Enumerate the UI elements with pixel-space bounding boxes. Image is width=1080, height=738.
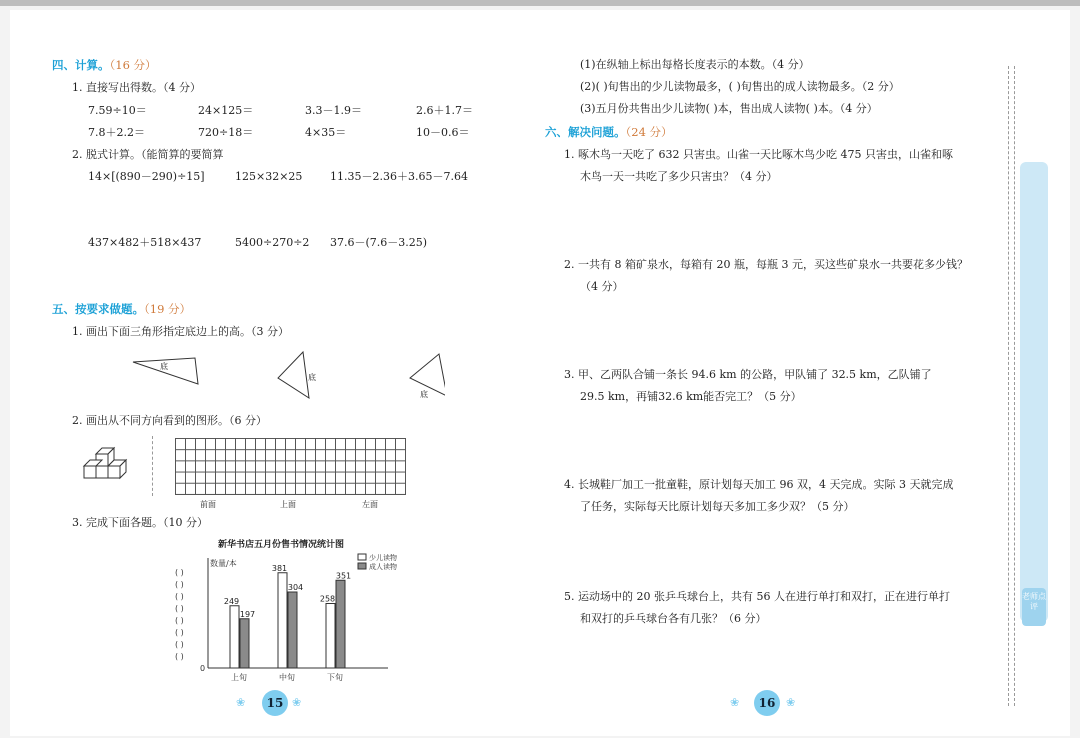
base-label: 底 <box>420 390 428 399</box>
problem-1-line-2: 木鸟一天一共吃了多少只害虫？（4 分） <box>580 170 778 183</box>
flourish-icon: ❀ <box>292 696 302 709</box>
problem-1-line-1: 1. 啄木鸟一天吃了 632 只害虫。山雀一天比啄木鸟少吃 475 只害虫，山雀和啄 <box>564 148 953 161</box>
bar <box>326 604 335 669</box>
chart-question-1: (1)在纵轴上标出每格长度表示的本数。（4 分） <box>580 58 810 71</box>
legend-label: 少儿读物 <box>369 554 397 562</box>
x-tick-label: 中旬 <box>279 673 295 682</box>
section-6-points: （24 分） <box>625 125 673 139</box>
base-label: 底 <box>308 373 316 382</box>
section-5-heading <box>52 302 191 316</box>
page-number-right: 16 <box>754 690 780 716</box>
base-label: 底 <box>160 362 168 371</box>
y-tick-placeholder: ( ) <box>175 604 184 613</box>
view-label-front: 前面 <box>200 500 216 509</box>
y-tick-placeholder: ( ) <box>175 640 184 649</box>
problem-5-line-2: 和双打的乒乓球台各有几张？（6 分） <box>580 612 767 625</box>
triangles-figure <box>125 350 445 402</box>
legend-swatch <box>358 563 366 569</box>
flourish-icon: ❀ <box>786 696 796 709</box>
q4-1-title: 1. 直接写出得数。（4 分） <box>72 81 201 94</box>
side-tab <box>1020 162 1048 622</box>
x-tick-label: 下旬 <box>327 673 343 682</box>
y-tick-placeholder: ( ) <box>175 652 184 661</box>
section-4-points: （16 分） <box>109 58 157 72</box>
section-4-heading <box>52 58 157 72</box>
y-axis-label: 数量/本 <box>210 559 237 568</box>
bar-chart <box>170 548 410 688</box>
chart-title: 新华书店五月份售书情况统计图 <box>218 540 345 550</box>
problem-3-line-1: 3. 甲、乙两队合铺一条长 94.6 km 的公路，甲队铺了 32.5 km，乙队铺了 <box>564 368 932 381</box>
view-label-top: 上面 <box>280 500 296 509</box>
flourish-icon: ❀ <box>730 696 740 709</box>
y-tick-placeholder: ( ) <box>175 580 184 589</box>
calc-item: 7.8＋2.2＝ <box>88 126 145 139</box>
x-tick-label: 上旬 <box>231 673 247 682</box>
legend-label: 成人读物 <box>369 563 397 571</box>
calc-item: 720÷18＝ <box>198 126 254 139</box>
calc-item: 10－0.6＝ <box>416 126 470 139</box>
calc-item: 24×125＝ <box>198 104 254 117</box>
bar <box>336 580 345 668</box>
triangle-2 <box>278 352 309 398</box>
y-tick-placeholder: ( ) <box>175 568 184 577</box>
y-tick-placeholder: ( ) <box>175 616 184 625</box>
legend-swatch <box>358 554 366 560</box>
chart-question-2: (2)( )旬售出的少儿读物最多，( )旬售出的成人读物最多。（2 分） <box>580 80 900 93</box>
bar <box>230 606 239 668</box>
q5-1-title: 1. 画出下面三角形指定底边上的高。（3 分） <box>72 325 289 338</box>
data-label: 249 <box>223 596 240 606</box>
top-bar <box>0 0 1080 6</box>
flourish-icon: ❀ <box>236 696 246 709</box>
data-label: 381 <box>271 563 288 573</box>
calc-item: 3.3－1.9＝ <box>305 104 362 117</box>
view-label-side: 左面 <box>362 500 378 509</box>
page-number-left: 15 <box>262 690 288 716</box>
margin-line <box>1014 66 1015 706</box>
teacher-comment-label: 老师点评 <box>1022 588 1046 626</box>
y-origin-label: 0 <box>200 664 206 673</box>
problem-4-line-2: 了任务，实际每天比原计划每天多加工多少双？（5 分） <box>580 500 855 513</box>
calc-item: 4×35＝ <box>305 126 347 139</box>
problem-2-line-1: 2. 一共有 8 箱矿泉水，每箱有 20 瓶，每瓶 3 元，买这些矿泉水一共要花多少钱？ <box>564 258 968 271</box>
calc-item: 14×[(890－290)÷15] <box>88 170 205 183</box>
bar <box>278 573 287 668</box>
section-4-title: 四、计算。 <box>52 58 110 72</box>
y-tick-placeholder: ( ) <box>175 592 184 601</box>
calc-item: 125×32×25 <box>235 170 303 183</box>
bar <box>288 592 297 668</box>
section-6-title: 六、解决问题。 <box>545 125 626 139</box>
calc-item: 11.35－2.36＋3.65－7.64 <box>330 170 468 183</box>
calc-item: 2.6＋1.7＝ <box>416 104 473 117</box>
q4-2-title: 2. 脱式计算。（能简算的要简算 <box>72 148 224 161</box>
q5-2-title: 2. 画出从不同方向看到的图形。（6 分） <box>72 414 267 427</box>
data-label: 197 <box>239 609 256 619</box>
problem-3-line-2: 29.5 km，再铺32.6 km能否完工？（5 分） <box>580 390 802 403</box>
problem-4-line-1: 4. 长城鞋厂加工一批童鞋，原计划每天加工 96 双，4 天完成。实际 3 天就完成 <box>564 478 954 491</box>
problem-5-line-1: 5. 运动场中的 20 张乒乓球台上，共有 56 人在进行单打和双打，正在进行单打 <box>564 590 950 603</box>
section-5-points: （19 分） <box>144 302 192 316</box>
calc-item: 37.6－(7.6－3.25) <box>330 236 428 249</box>
y-tick-placeholder: ( ) <box>175 628 184 637</box>
data-label: 304 <box>287 583 304 592</box>
divider <box>152 436 153 496</box>
chart-question-3: (3)五月份共售出少儿读物( )本，售出成人读物( )本。（4 分） <box>580 102 878 115</box>
cube-stack-figure <box>82 444 132 486</box>
section-6-heading <box>545 125 673 139</box>
calc-item: 5400÷270÷2 <box>235 236 310 249</box>
q5-3-title: 3. 完成下面各题。（10 分） <box>72 516 208 529</box>
calc-item: 7.59÷10＝ <box>88 104 147 117</box>
drawing-grid[interactable] <box>175 438 406 495</box>
calc-item: 437×482＋518×437 <box>88 236 202 249</box>
data-label: 351 <box>335 571 352 581</box>
margin-line <box>1008 66 1009 706</box>
problem-2-line-2: （4 分） <box>580 280 624 293</box>
section-5-title: 五、按要求做题。 <box>52 302 144 316</box>
data-label: 258 <box>319 594 336 604</box>
bar <box>240 619 249 668</box>
